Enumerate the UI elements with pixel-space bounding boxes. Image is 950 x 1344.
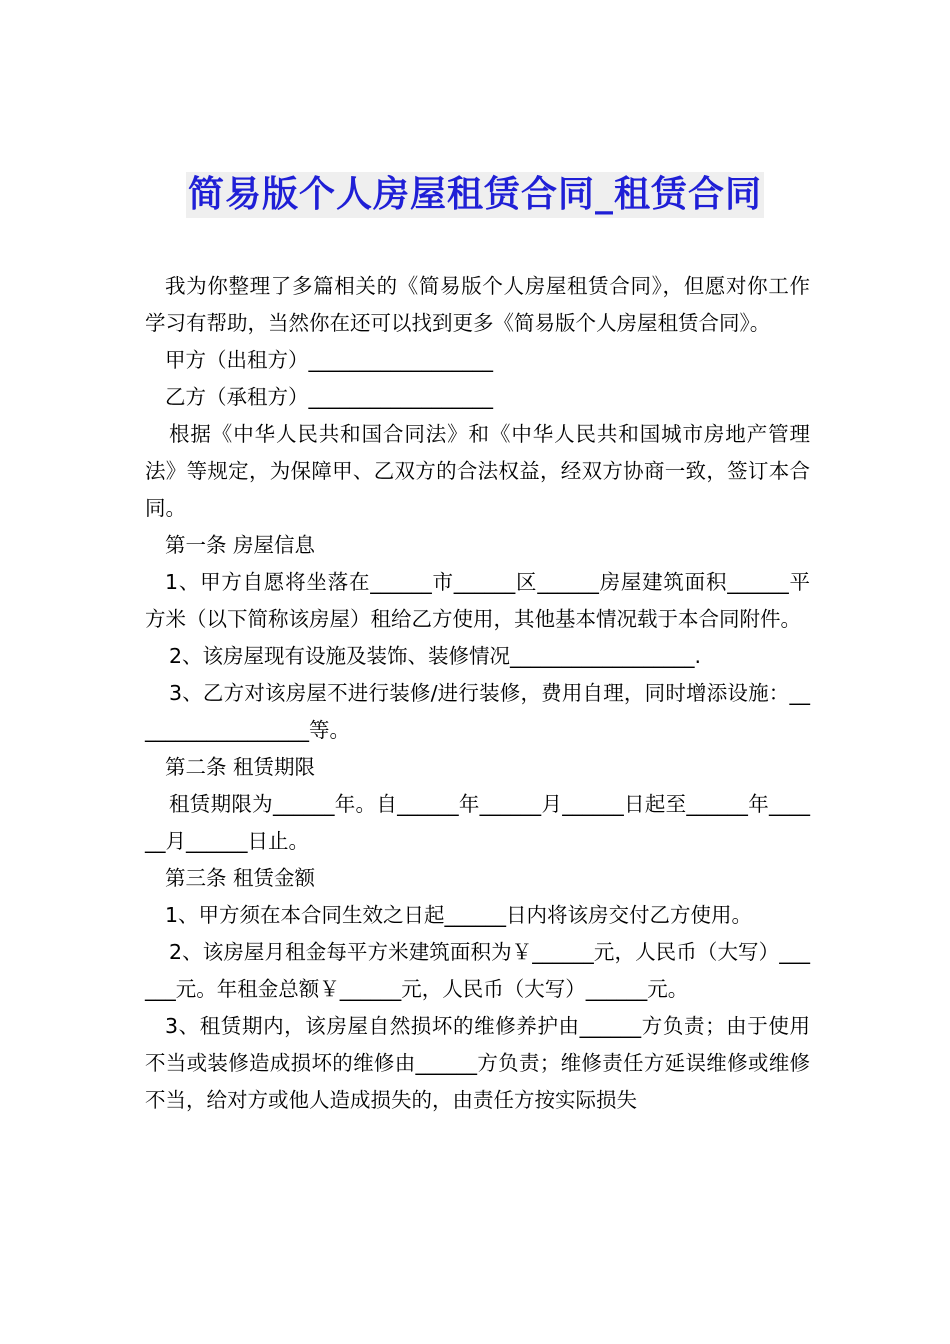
article-3-clause-3: 3、租赁期内，该房屋自然损坏的维修养护由______方负责；由于使用不当或装修造成损坏的维修由______方负责；维修责任方延误维修或维修不当，给对方或他人造成损失的，由责任方按实际损失 — [145, 1014, 810, 1112]
document-body — [145, 268, 810, 1119]
article-1-clause-2: 2、该房屋现有设施及装饰、装修情况__________________. — [169, 644, 702, 668]
article-3-heading: 第三条 租赁金额 — [165, 866, 316, 890]
article-1-clause-3: 3、乙方对该房屋不进行装修/进行装修，费用自理，同时增添设施：__________________等。 — [145, 681, 810, 742]
party-a-line: 甲方（出租方）__________________ — [165, 348, 493, 372]
article-2-term: 租赁期限为______年。自______年______月______日起至______年______月______日止。 — [145, 792, 810, 853]
article-1-clause-1: 1、甲方自愿将坐落在______市______区______房屋建筑面积______平方米（以下简称该房屋）租给乙方使用，其他基本情况载于本合同附件。 — [145, 570, 810, 631]
article-3-clause-1: 1、甲方须在本合同生效之日起______日内将该房交付乙方使用。 — [165, 903, 753, 927]
article-1-heading: 第一条 房屋信息 — [165, 533, 316, 557]
party-b-line: 乙方（承租方）__________________ — [165, 385, 493, 409]
title-container — [0, 172, 950, 218]
document-title: 简易版个人房屋租赁合同_租赁合同 — [186, 172, 764, 218]
basis-paragraph: 根据《中华人民共和国合同法》和《中华人民共和国城市房地产管理法》等规定，为保障甲、乙双方的合法权益，经双方协商一致，签订本合同。 — [145, 422, 810, 520]
article-2-heading: 第二条 租赁期限 — [165, 755, 316, 779]
article-3-clause-2: 2、该房屋月租金每平方米建筑面积为￥______元，人民币（大写）______元。年租金总额￥______元，人民币（大写）______元。 — [145, 940, 810, 1001]
intro-paragraph: 我为你整理了多篇相关的《简易版个人房屋租赁合同》，但愿对你工作学习有帮助，当然你在还可以找到更多《简易版个人房屋租赁合同》。 — [145, 274, 810, 335]
